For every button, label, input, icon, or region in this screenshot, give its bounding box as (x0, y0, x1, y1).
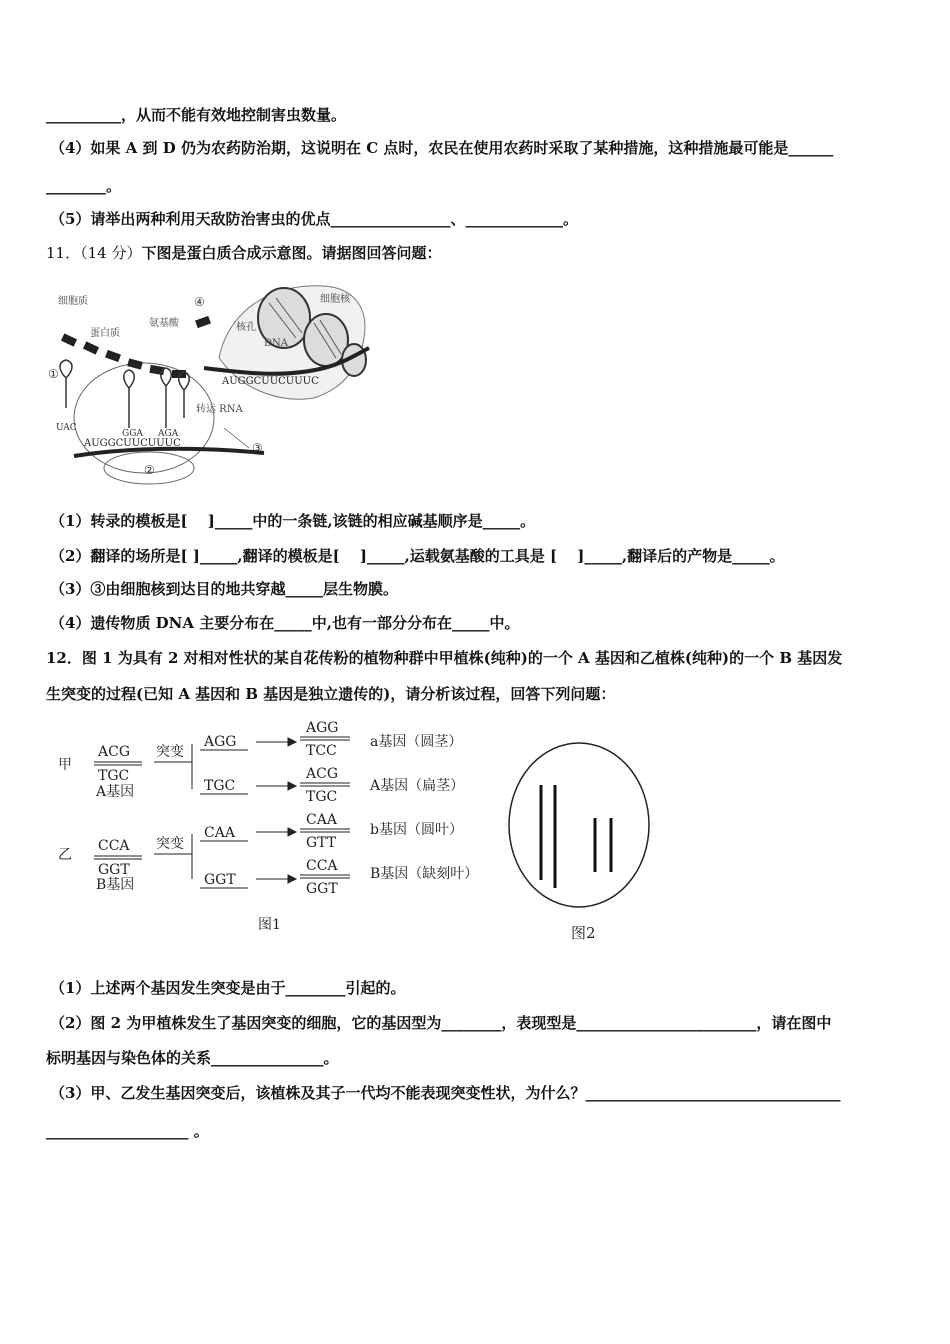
label-nucleus: 细胞核 (320, 294, 350, 305)
q10-line-3: ________。 (46, 177, 122, 195)
result-2-top: ACG (306, 766, 339, 782)
jia-top-strand: ACG (98, 744, 131, 760)
q10-line-2: （4）如果 A 到 D 仍为农药防治期，这说明在 C 点时，农民在使用农药时采取了某种措施，这种措施最可能是______ (50, 139, 834, 157)
q10-line-4: （5）请举出两种利用天敌防治害虫的优点________________、_____________。 (50, 210, 578, 228)
cell-figure-2 (505, 740, 665, 945)
label-aga: AGA (158, 429, 179, 439)
result-1-bottom: TCC (306, 743, 337, 759)
label-trna: 转运 RNA (196, 404, 243, 415)
mutant-strand-4: GGT (204, 872, 236, 888)
label-pore: 核孔 (236, 322, 256, 333)
label-uac: UAC (56, 423, 77, 433)
label-amino-acid: 氨基酸 (149, 318, 179, 329)
q11-sub-2: （2）翻译的场所是[ ]_____,翻译的模板是[ ]_____,运载氨基酸的工具是 [ ]_____,翻译后的产物是_____。 (50, 547, 785, 565)
result-4-label: B基因（缺刻叶） (370, 866, 479, 882)
mutant-strand-2: TGC (204, 778, 236, 794)
figure-1-caption: 图1 (258, 917, 281, 933)
result-4-top: CCA (306, 858, 338, 874)
q12-sub-1: （1）上述两个基因发生突变是由于________引起的。 (50, 979, 406, 997)
yi-bottom-strand: GGT (98, 862, 130, 878)
q12-sub-2a: （2）图 2 为甲植株发生了基因突变的细胞，它的基因型为________，表现型是________________________，请在图中 (50, 1014, 832, 1032)
label-gga: GGA (122, 429, 143, 439)
q10-line-1: __________，从而不能有效地控制害虫数量。 (46, 106, 347, 124)
q11-sub-1: （1）转录的模板是[ ]_____中的一条链,该链的相应碱基顺序是_____。 (50, 512, 536, 530)
q12-sub-2b: 标明基因与染色体的关系_______________。 (46, 1049, 339, 1067)
cell-outline (509, 743, 649, 907)
jia-gene-label: A基因 (96, 784, 135, 800)
result-3-label: b基因（圆叶） (370, 822, 463, 838)
result-2-label: A基因（扁茎） (370, 778, 465, 794)
label-jia: 甲 (58, 757, 72, 773)
label-yi: 乙 (58, 847, 72, 863)
q12-line-1: 12．图 1 为具有 2 对相对性状的某自花传粉的植物种群中甲植株(纯种)的一个 A 基因和乙植株(纯种)的一个 B 基因发 (46, 649, 843, 667)
protein-synthesis-figure (44, 278, 374, 488)
label-circle-3: ③ (252, 441, 263, 455)
q11-sub-4: （4）遗传物质 DNA 主要分布在_____中,也有一部分分布在_____中。 (50, 614, 520, 632)
mutant-strand-1: AGG (204, 734, 237, 750)
q12-line-2: 生突变的过程(已知 A 基因和 B 基因是独立遗传的)，请分析该过程，回答下列问题： (46, 685, 616, 703)
figure-2-caption: 图2 (571, 924, 596, 942)
q11-number: 11．（14 分） (46, 244, 142, 262)
q12-sub-3a: （3）甲、乙发生基因突变后，该植株及其子一代均不能表现突变性状，为什么？__________________________________ (50, 1084, 841, 1102)
label-circle-4: ④ (194, 295, 205, 309)
label-circle-1: ① (48, 367, 59, 381)
result-1-label: a基因（圆茎） (370, 734, 463, 750)
q11-title: 下图是蛋白质合成示意图。请据图回答问题： (141, 244, 442, 262)
yi-gene-label: B基因 (96, 877, 135, 893)
label-dna: DNA (264, 338, 288, 349)
q11-sub-3: （3）③由细胞核到达目的地共穿越_____层生物膜。 (50, 580, 398, 598)
mrna-top-sequence: AUGGCUUCUUUC (222, 376, 319, 387)
mutation-figure-1 (44, 714, 504, 944)
result-3-bottom: GTT (306, 835, 337, 851)
mutation-label-1: 突变 (156, 744, 184, 760)
q11-heading (46, 242, 441, 263)
result-2-bottom: TGC (306, 789, 338, 805)
label-protein: 蛋白质 (90, 328, 120, 339)
result-1-top: AGG (306, 720, 339, 736)
result-3-top: CAA (306, 812, 337, 828)
mutation-label-2: 突变 (156, 836, 184, 852)
mutant-strand-3: CAA (204, 825, 235, 841)
q12-sub-3b: ___________________ 。 (46, 1122, 209, 1140)
yi-top-strand: CCA (98, 838, 130, 854)
mrna-bottom-sequence: AUGGCUUCUUUC (84, 438, 181, 449)
result-4-bottom: GGT (306, 881, 338, 897)
jia-bottom-strand: TGC (98, 768, 130, 784)
label-circle-2: ② (144, 463, 155, 477)
label-cytoplasm: 细胞质 (58, 296, 88, 307)
